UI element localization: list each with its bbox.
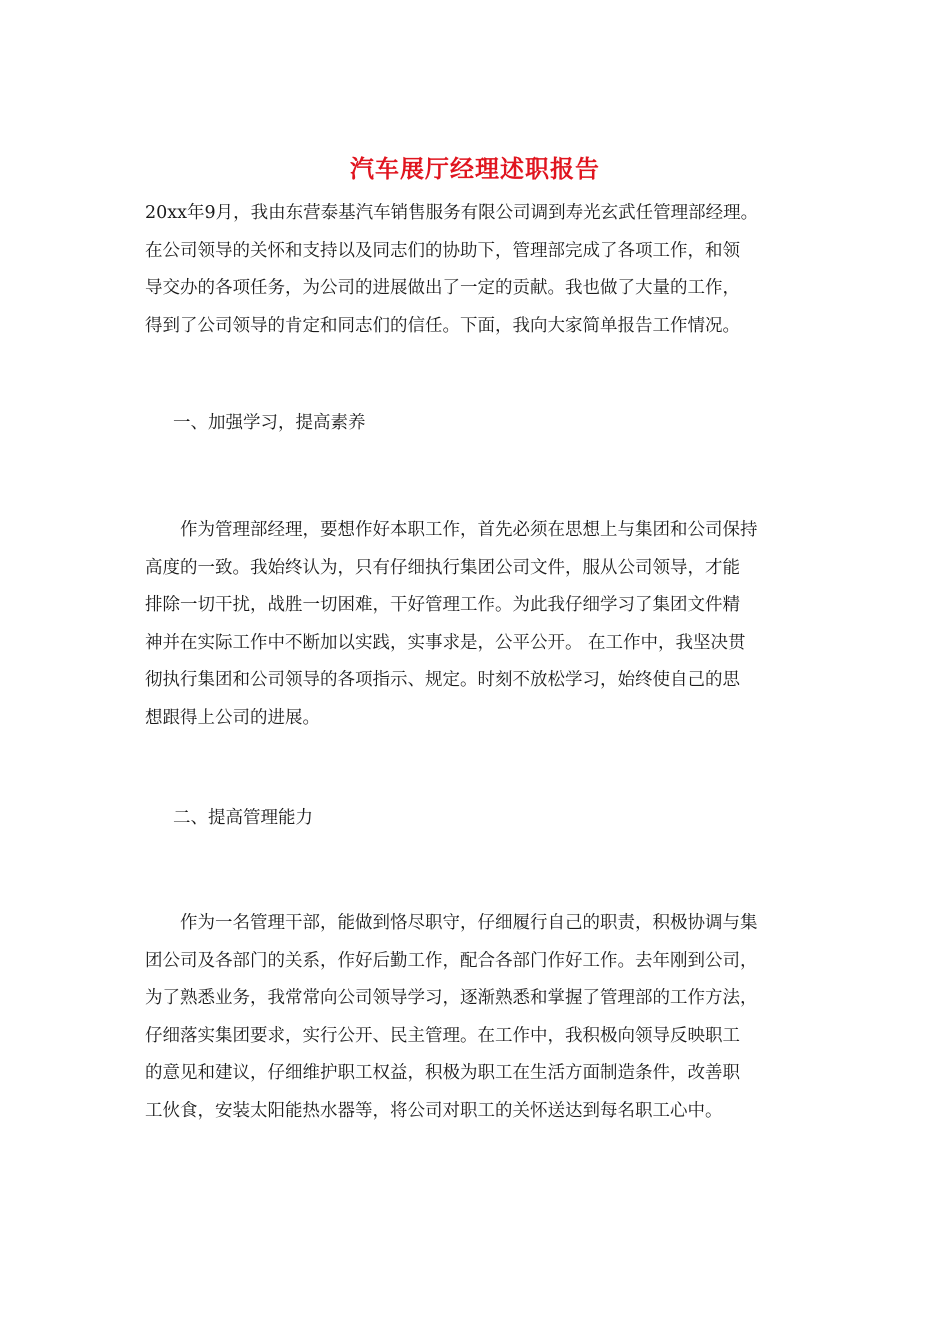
section-2-line: 工伙食，安装太阳能热水器等，将公司对职工的关怀送达到每名职工心中。 — [145, 1100, 723, 1121]
section-1-heading: 一、加强学习，提高素养 — [173, 413, 366, 433]
section-1-line: 想跟得上公司的进展。 — [145, 707, 320, 728]
section-2-paragraph — [145, 905, 810, 1130]
section-2-line: 团公司及各部门的关系，作好后勤工作，配合各部门作好工作。去年刚到公司， — [145, 950, 758, 971]
section-1-line: 高度的一致。我始终认为，只有仔细执行集团公司文件，服从公司领导，才能 — [145, 557, 740, 578]
section-1-paragraph — [145, 512, 810, 737]
section-1-line: 作为管理部经理，要想作好本职工作，首先必须在思想上与集团和公司保持 — [180, 520, 758, 540]
section-2-line: 的意见和建议，仔细维护职工权益，积极为职工在生活方面制造条件，改善职 — [145, 1063, 740, 1083]
intro-line: 导交办的各项任务，为公司的进展做出了一定的贡献。我也做了大量的工作， — [145, 278, 740, 298]
section-2-line: 作为一名管理干部，能做到恪尽职守，仔细履行自己的职责，积极协调与集 — [180, 913, 758, 933]
intro-paragraph — [145, 195, 810, 345]
section-2-line: 为了熟悉业务，我常常向公司领导学习，逐渐熟悉和掌握了管理部的工作方法， — [145, 988, 758, 1008]
intro-line: 在公司领导的关怀和支持以及同志们的协助下，管理部完成了各项工作，和领 — [145, 240, 740, 261]
intro-line: 得到了公司领导的肯定和同志们的信任。下面，我向大家简单报告工作情况。 — [145, 315, 740, 336]
document-title: 汽车展厅经理述职报告 — [350, 154, 600, 183]
section-1-line: 神并在实际工作中不断加以实践，实事求是，公平公开。 在工作中，我坚决贯 — [145, 632, 746, 653]
intro-line: 20xx年9月，我由东营泰基汽车销售服务有限公司调到寿光玄武任管理部经理。 — [145, 203, 759, 223]
section-2-line: 仔细落实集团要求，实行公开、民主管理。在工作中，我积极向领导反映职工 — [145, 1025, 740, 1046]
section-1-line: 彻执行集团和公司领导的各项指示、规定。时刻不放松学习，始终使自己的思 — [145, 670, 740, 690]
section-1-line: 排除一切干扰，战胜一切困难，干好管理工作。为此我仔细学习了集团文件精 — [145, 595, 740, 615]
section-2-heading: 二、提高管理能力 — [173, 808, 313, 828]
